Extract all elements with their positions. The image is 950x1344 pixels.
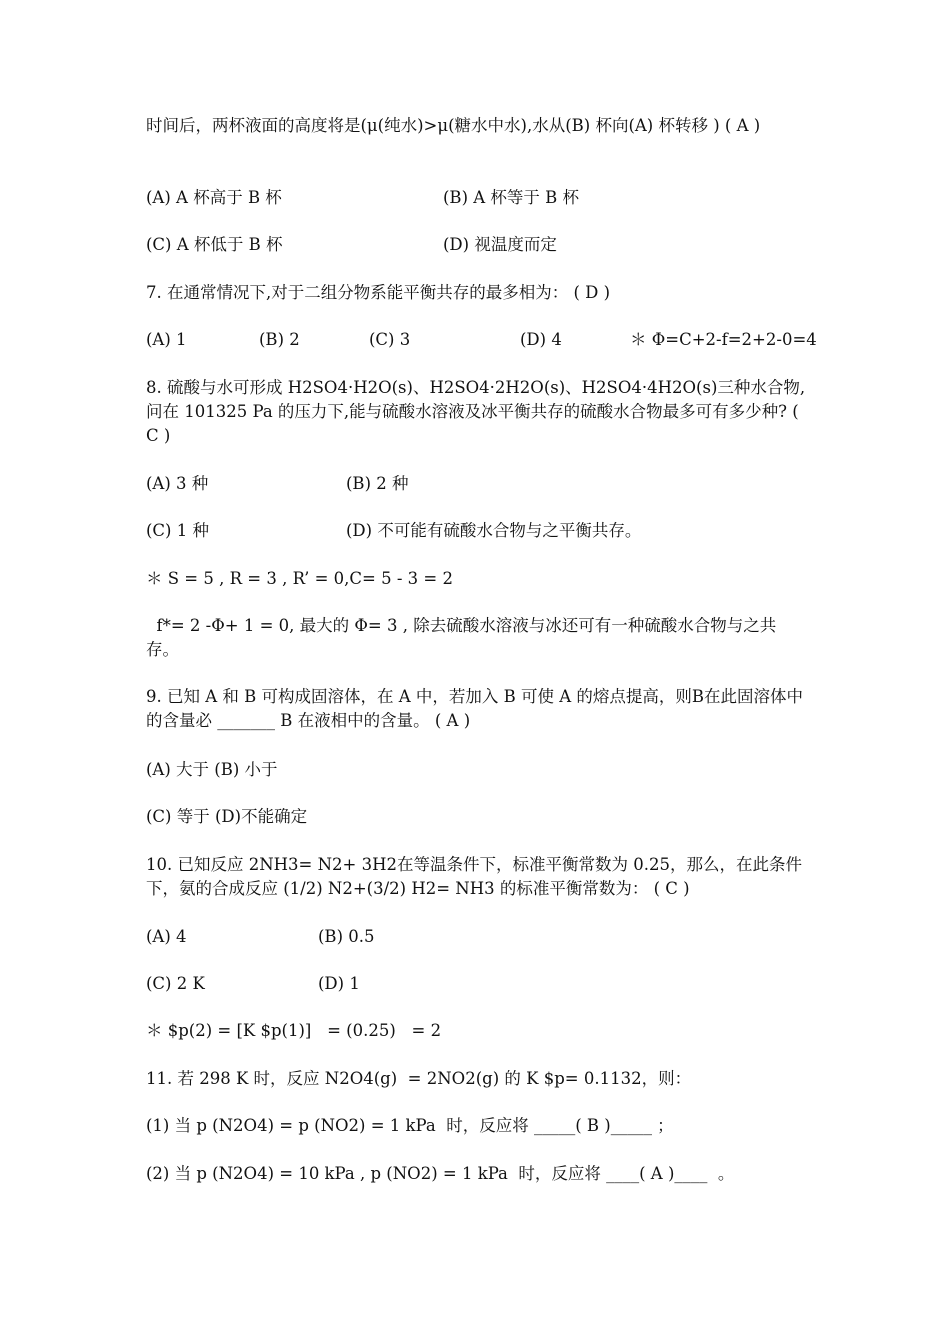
q7-text: 7. 在通常情况下,对于二组分物系能平衡共存的最多相为： ( D ) — [146, 283, 611, 302]
q10-option-d: (D) 1 — [318, 974, 360, 993]
q6-option-c: (C) A 杯低于 B 杯 — [146, 235, 283, 254]
q7-option-c: (C) 3 — [369, 330, 411, 349]
q6-text: 时间后，两杯液面的高度将是(μ(纯水)>μ(糖水中水),水从(B) 杯向(A) 杯转移 ) ( A ) — [146, 116, 761, 135]
q10-option-c: (C) 2 K — [146, 974, 205, 993]
q9-options-ab: (A) 大于 (B) 小于 — [146, 760, 278, 779]
q9-options-cd: (C) 等于 (D)不能确定 — [146, 807, 308, 826]
q8-note-1: ＊ S = 5 , R = 3 , R’ = 0,C= 5 - 3 = 2 — [146, 569, 453, 588]
q8-note-2: f*= 2 -Φ+ 1 = 0, 最大的 Φ= 3 , 除去硫酸水溶液与冰还可有一种硫酸水合物与之共存。 — [146, 616, 777, 659]
q10-option-a: (A) 4 — [146, 927, 187, 946]
q7-note: ＊ Φ=C+2-f=2+2-0=4 — [630, 330, 817, 349]
q11-subquestion-2: (2) 当 p (N2O4) = 10 kPa , p (NO2) = 1 kPa 时，反应将 ____( A )____ 。 — [146, 1164, 735, 1183]
q8-option-d: (D) 不可能有硫酸水合物与之平衡共存。 — [346, 521, 642, 540]
q6-option-d: (D) 视温度而定 — [443, 235, 557, 254]
q6-option-b: (B) A 杯等于 B 杯 — [443, 188, 580, 207]
q6-option-a: (A) A 杯高于 B 杯 — [146, 188, 282, 207]
q9-text: 9. 已知 A 和 B 可构成固溶体，在 A 中，若加入 B 可使 A 的熔点提高，则B在此固溶体中的含量必 _______ B 在液相中的含量。 ( A ) — [146, 687, 804, 730]
q7-option-b: (B) 2 — [259, 330, 300, 349]
q7-option-a: (A) 1 — [146, 330, 187, 349]
q7-option-d: (D) 4 — [520, 330, 562, 349]
q10-note: ＊ $p(2) = [K $p(1)] = (0.25) = 2 — [146, 1021, 442, 1040]
q11-text: 11. 若 298 K 时，反应 N2O4(g) = 2NO2(g) 的 K $p= 0.1132，则： — [146, 1069, 692, 1088]
q8-option-c: (C) 1 种 — [146, 521, 209, 540]
q10-text: 10. 已知反应 2NH3= N2+ 3H2在等温条件下，标准平衡常数为 0.25，那么，在此条件下，氨的合成反应 (1/2) N2+(3/2) H2= NH3 的标准平衡常数为： ( C ) — [146, 855, 802, 898]
q8-option-b: (B) 2 种 — [346, 474, 409, 493]
q11-subquestion-1: (1) 当 p (N2O4) = p (NO2) = 1 kPa 时，反应将 _____( B )_____ ； — [146, 1116, 674, 1135]
q8-option-a: (A) 3 种 — [146, 474, 209, 493]
q10-option-b: (B) 0.5 — [318, 927, 375, 946]
q8-text: 8. 硫酸与水可形成 H2SO4·H2O(s)、H2SO4·2H2O(s)、H2SO4·4H2O(s)三种水合物,问在 101325 Pa 的压力下,能与硫酸水溶液及冰平衡共存的硫酸水合物最多可有多少种? ( C ) — [146, 378, 806, 445]
